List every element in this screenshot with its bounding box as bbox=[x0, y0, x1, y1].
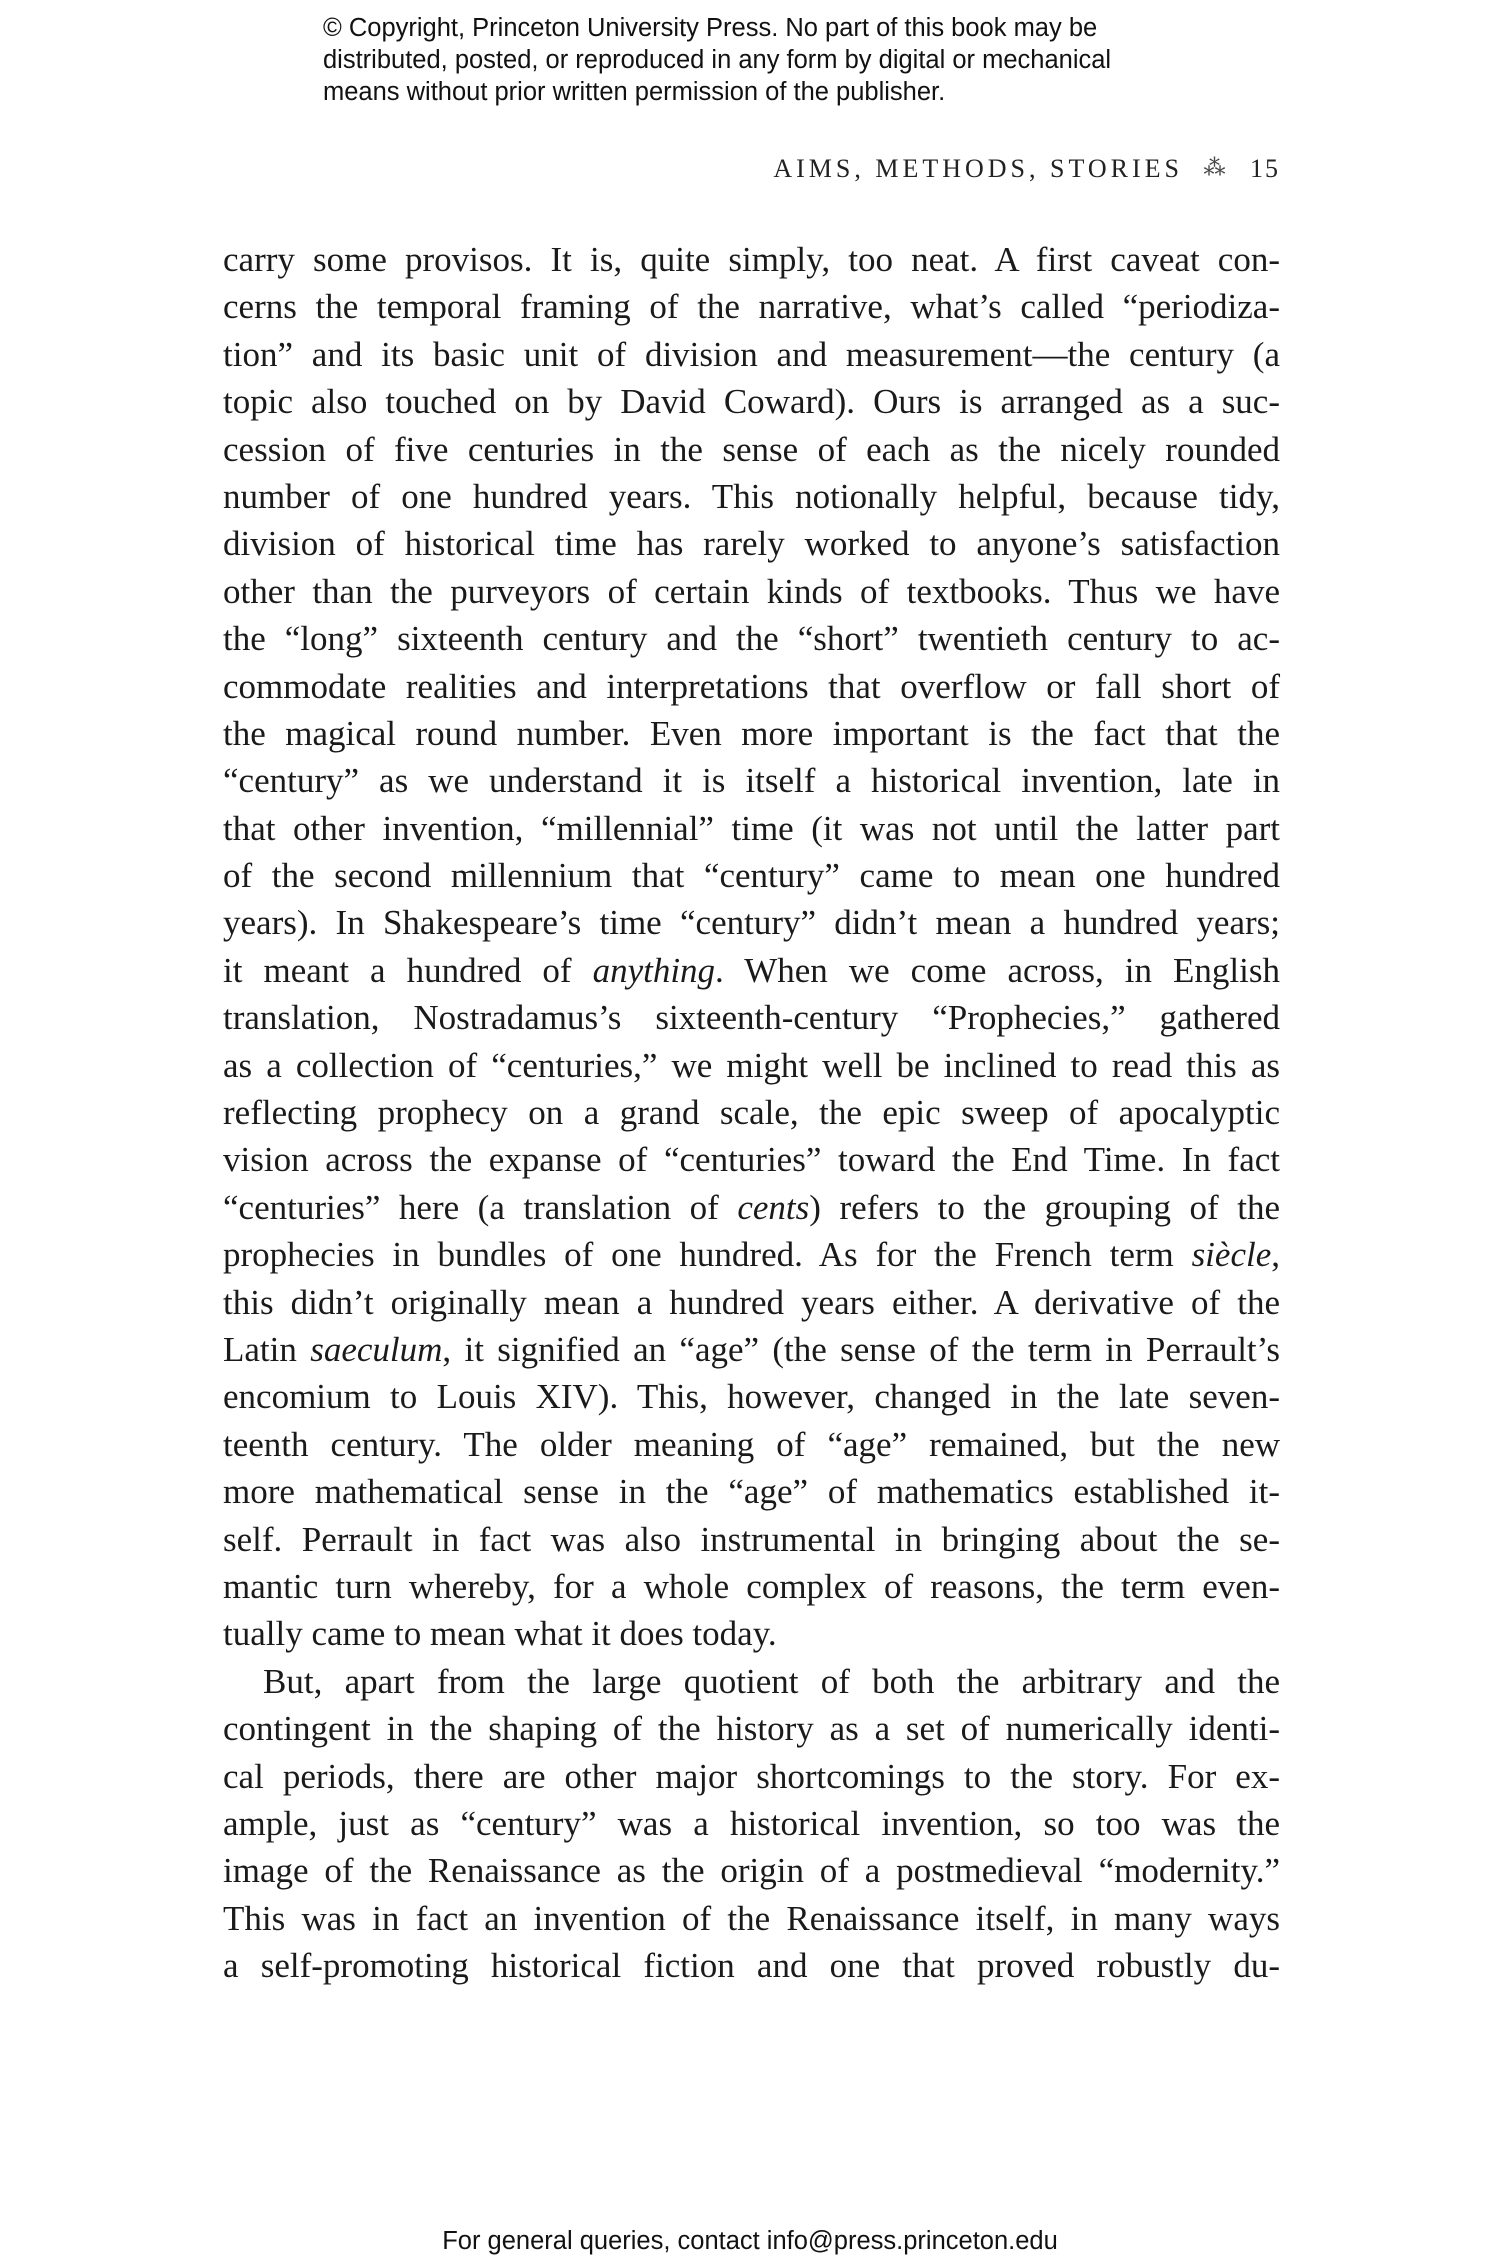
body-text bbox=[223, 236, 1280, 1989]
italic-term: saeculum bbox=[310, 1329, 443, 1369]
text-line: other than the purveyors of certain kinds of textbooks. Thus we have bbox=[223, 571, 1280, 611]
italic-term: cents bbox=[737, 1187, 810, 1227]
copyright-line: means without prior written permission of the publisher. bbox=[323, 78, 946, 106]
copyright-notice bbox=[323, 12, 1323, 108]
paragraph bbox=[223, 1658, 1280, 1990]
text-line: “centuries” here (a translation of cents) refers to the grouping of the bbox=[223, 1187, 1280, 1227]
text-line: reflecting prophecy on a grand scale, the epic sweep of apocalyptic bbox=[223, 1093, 1280, 1133]
text-line: that other invention, “millennial” time (it was not until the latter part bbox=[223, 808, 1280, 848]
italic-term: siècle bbox=[1191, 1235, 1272, 1275]
text-line: tually came to mean what it does today. bbox=[223, 1614, 777, 1654]
text-line: But, apart from the large quotient of both the arbitrary and the bbox=[263, 1661, 1280, 1701]
text-line: division of historical time has rarely worked to anyone’s satisfaction bbox=[223, 524, 1280, 564]
text-line: a self-promoting historical fiction and one that proved robustly du- bbox=[223, 1946, 1280, 1986]
text-line: years). In Shakespeare’s time “century” didn’t mean a hundred years; bbox=[223, 903, 1280, 943]
text-line: encomium to Louis XIV). This, however, changed in the late seven- bbox=[223, 1377, 1280, 1417]
text-line: carry some provisos. It is, quite simply, too neat. A first caveat con- bbox=[223, 240, 1280, 279]
text-line: Latin saeculum, it signified an “age” (the sense of the term in Perrault’s bbox=[223, 1329, 1280, 1369]
text-line: it meant a hundred of anything. When we come across, in English bbox=[223, 950, 1280, 990]
text-line: cession of five centuries in the sense of each as the nicely rounded bbox=[223, 429, 1280, 469]
text-line: self. Perrault in fact was also instrumental in bringing about the se- bbox=[223, 1519, 1280, 1559]
text-line: commodate realities and interpretations that overflow or fall short of bbox=[223, 666, 1280, 706]
text-line: this didn’t originally mean a hundred years either. A derivative of the bbox=[223, 1282, 1280, 1322]
page-number: 15 bbox=[1250, 154, 1280, 183]
text-line: contingent in the shaping of the history as a set of numerically identi- bbox=[223, 1709, 1280, 1749]
text-line: more mathematical sense in the “age” of mathematics established it- bbox=[223, 1472, 1280, 1512]
paragraph bbox=[223, 236, 1280, 1658]
text-line: cal periods, there are other major shortcomings to the story. For ex- bbox=[223, 1756, 1280, 1796]
copyright-line: © Copyright, Princeton University Press. No part of this book may be bbox=[323, 14, 1098, 42]
text-line: translation, Nostradamus’s sixteenth-century “Prophecies,” gathered bbox=[223, 998, 1280, 1038]
text-line: vision across the expanse of “centuries” toward the End Time. In fact bbox=[223, 1140, 1280, 1180]
text-line: cerns the temporal framing of the narrative, what’s called “periodiza- bbox=[223, 287, 1280, 327]
text-line: as a collection of “centuries,” we might well be inclined to read this as bbox=[223, 1045, 1280, 1085]
asterism-icon: ⁂ bbox=[1203, 155, 1226, 180]
italic-term: anything bbox=[592, 950, 716, 990]
text-line: the magical round number. Even more important is the fact that the bbox=[223, 713, 1280, 753]
text-line: teenth century. The older meaning of “age” remained, but the new bbox=[223, 1424, 1280, 1464]
text-line: mantic turn whereby, for a whole complex of reasons, the term even- bbox=[223, 1566, 1280, 1606]
text-line: number of one hundred years. This notionally helpful, because tidy, bbox=[223, 476, 1280, 516]
text-line: image of the Renaissance as the origin of a postmedieval “modernity.” bbox=[223, 1851, 1280, 1891]
footer-contact: For general queries, contact info@press.princeton.edu bbox=[442, 2227, 1058, 2255]
copyright-line: distributed, posted, or reproduced in any form by digital or mechanical bbox=[323, 46, 1112, 74]
text-line: ample, just as “century” was a historical invention, so too was the bbox=[223, 1803, 1280, 1843]
text-line: “century” as we understand it is itself a historical invention, late in bbox=[223, 761, 1280, 801]
text-line: of the second millennium that “century” came to mean one hundred bbox=[223, 856, 1280, 896]
text-line: the “long” sixteenth century and the “short” twentieth century to ac- bbox=[223, 619, 1280, 659]
text-line: tion” and its basic unit of division and measurement—the century (a bbox=[223, 334, 1280, 374]
text-line: prophecies in bundles of one hundred. As for the French term siècle, bbox=[223, 1235, 1280, 1275]
text-line: This was in fact an invention of the Renaissance itself, in many ways bbox=[223, 1898, 1280, 1938]
text-line: topic also touched on by David Coward). Ours is arranged as a suc- bbox=[223, 382, 1280, 422]
running-head bbox=[773, 154, 1280, 184]
running-head-title: AIMS, METHODS, STORIES bbox=[773, 154, 1183, 183]
